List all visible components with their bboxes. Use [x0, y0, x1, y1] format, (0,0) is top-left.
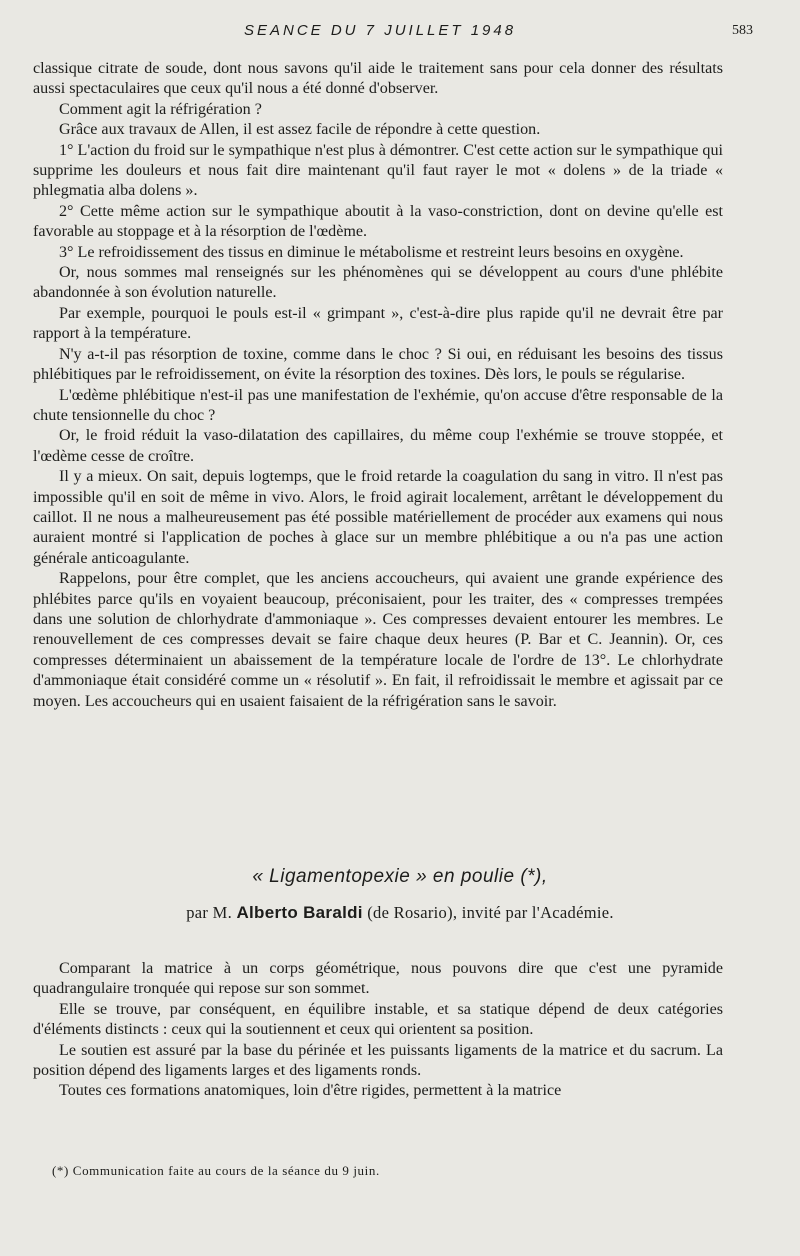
paragraph: Comparant la matrice à un corps géométrique, nous pouvons dire que c'est une pyramide quadrangulaire tronquée qui repose sur son sommet.: [33, 960, 723, 998]
paragraph: L'œdème phlébitique n'est-il pas une manifestation de l'exhémie, qu'on accuse d'être responsable de la chute tensionnelle du choc ?: [33, 386, 723, 424]
continued-article-text: [33, 59, 723, 712]
paragraph: Par exemple, pourquoi le pouls est-il « grimpant », c'est-à-dire plus rapide qu'il ne devrait être par rapport à la température.: [33, 304, 723, 343]
page-number: 583: [732, 23, 753, 38]
article-title: « Ligamentopexie » en poulie (*),: [252, 866, 548, 887]
paragraph: Rappelons, pour être complet, que les anciens accoucheurs, qui avaient une grande expérience des phlébites parce qu'ils en voyaient beaucoup, préconisaient, pour les traiter, des « compresses trempées dans une solution de chlorhydrate d'ammoniaque ». Ces compresses devaient entourer les membres. Le renouvellement de ces compresses devait se faire chaque deux heures (P. Bar et C. Jeannin). Or, ces compresses déterminaient un abaissement de la température locale de l'ordre de 13°. Le chlorhydrate d'ammoniaque était considéré comme un « résolutif ». En fait, il refroidissait le membre et agissait par ce moyen. Les accoucheurs qui en usaient faisaient de la réfrigération sans le savoir.: [33, 570, 723, 710]
paragraph: N'y a-t-il pas résorption de toxine, comme dans le choc ? Si oui, en réduisant les besoins des tissus phlébitiques par le refroidissement, on évite la résorption des toxines. Dès lors, le pouls se régularise.: [33, 345, 723, 384]
paragraph: classique citrate de soude, dont nous savons qu'il aide le traitement sans pour cela donner des résultats aussi spectaculaires que ceux qu'il nous a été donné d'observer.: [33, 60, 723, 98]
new-article-text: [33, 959, 723, 1102]
paragraph: 3° Le refroidissement des tissus en diminue le métabolisme et restreint leurs besoins en oxygène.: [59, 243, 684, 261]
byline-prefix: par M.: [186, 903, 233, 922]
paragraph: Elle se trouve, par conséquent, en équilibre instable, et sa statique dépend de deux catégories d'éléments distincts : ceux qui la soutiennent et ceux qui orientent sa position.: [33, 1000, 723, 1039]
paragraph: Toutes ces formations anatomiques, loin d'être rigides, permettent à la matrice: [59, 1082, 562, 1100]
footnote: (*) Communication faite au cours de la séance du 9 juin.: [52, 1163, 380, 1178]
paragraph: Il y a mieux. On sait, depuis logtemps, que le froid retarde la coagulation du sang in vitro. Il n'est pas impossible qu'il en soit de même in vivo. Alors, le froid agirait localement, arrêtant le développement du caillot. Il ne nous a malheureusement pas été possible matériellement de procéder aux examens qui nous auraient montré si l'application de poches à glace sur un membre phlébitique a ou n'a pas une action générale anticoagulante.: [33, 468, 723, 567]
running-title: SEANCE DU 7 JUILLET 1948: [244, 22, 517, 39]
paragraph: Grâce aux travaux de Allen, il est assez facile de répondre à cette question.: [59, 121, 541, 139]
paragraph: 2° Cette même action sur le sympathique aboutit à la vaso-constriction, dont on devine qu'elle est favorable au stoppage et à la résorption de l'œdème.: [33, 202, 723, 241]
article-byline: [0, 903, 800, 923]
paragraph: 1° L'action du froid sur le sympathique n'est plus à démontrer. C'est cette action sur le sympathique qui supprime les douleurs et nous fait dire maintenant qu'il faut rayer le mot « dolens » de la triade « phlegmatia alba dolens ».: [33, 141, 723, 200]
byline-affiliation: (de Rosario), invité par l'Académie.: [367, 903, 614, 922]
paragraph: Le soutien est assuré par la base du périnée et les puissants ligaments de la matrice et du sacrum. La position dépend des ligaments larges et des ligaments ronds.: [33, 1041, 723, 1080]
paragraph: Or, nous sommes mal renseignés sur les phénomènes qui se développent au cours d'une phlébite abandonnée à son évolution naturelle.: [33, 264, 723, 302]
paragraph: Comment agit la réfrigération ?: [59, 100, 262, 118]
author-name: Alberto Baraldi: [236, 903, 363, 922]
paragraph: Or, le froid réduit la vaso-dilatation des capillaires, du même coup l'exhémie se trouve stoppée, et l'œdème cesse de croître.: [33, 427, 723, 465]
page-header: [0, 22, 800, 44]
